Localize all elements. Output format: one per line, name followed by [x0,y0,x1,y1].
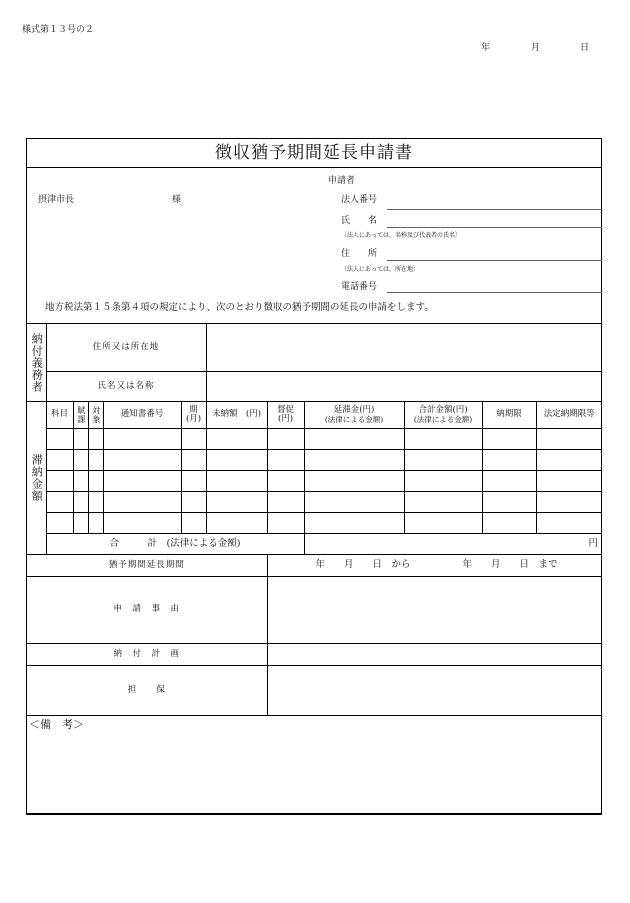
taxpayer-section-label: 納付義務者 [27,324,46,402]
taxpayer-name-field[interactable] [206,372,602,402]
extension-period-field[interactable] [267,555,602,577]
table-row[interactable] [27,429,602,450]
application-form [26,138,602,815]
statement: 地方税法第１５条第４項の規定により、次のとおり徴収の猶予期間の延長の申請をします。 [45,302,434,313]
remarks-label: ＜備 考＞ [29,718,84,731]
reason-field[interactable] [267,577,602,644]
form-number: 様式第１３号の２ [22,25,95,35]
col-legal-due: 法定納期限等 [536,402,602,429]
col-late-fee: 延滞金(円) (法律による金額) [304,402,404,429]
table-row[interactable] [27,450,602,471]
col-dunning: 督促 (円) [267,402,304,429]
date-month-label: 月 [531,43,541,53]
form-table [27,323,602,814]
applicant-label: 申請者 [328,176,356,186]
col-total: 合計金額(円) (法律による金額) [404,402,482,429]
extension-period-label: 猶予期間延長期間 [27,555,267,577]
arrears-total-value[interactable] [304,534,602,555]
remarks-area[interactable] [27,716,602,814]
col-fuka: 賦課 [73,402,88,429]
table-row[interactable] [27,492,602,513]
reason-label: 申 請 事 由 [27,577,267,644]
col-kamoku: 科目 [46,402,73,429]
taxpayer-address-field[interactable] [206,324,602,372]
address-label: 住 所 [341,249,378,259]
arrears-total-label: 合 計 (法律による金額) [46,534,304,555]
recipient: 摂津市長 [38,195,75,205]
col-due-date: 納期限 [482,402,536,429]
col-notice-number: 通知書番号 [103,402,181,429]
total-unit: 円 [588,537,599,549]
payment-plan-field[interactable] [267,644,602,666]
date-year-label: 年 [481,43,491,53]
date-day-label: 日 [580,43,590,53]
honorific: 様 [172,195,182,205]
phone-label: 電話番号 [341,282,378,292]
taxpayer-name-label: 氏名又は名称 [46,372,206,402]
payment-plan-label: 納 付 計 画 [27,644,267,666]
taxpayer-address-label: 住所又は所在地 [46,324,206,372]
corp-number-label: 法人番号 [341,195,378,205]
col-unpaid: 未納額 (円) [206,402,267,429]
phone-field[interactable] [387,292,602,293]
address-note: 〔法人にあっては、所在地〕 [341,266,419,273]
extension-from: 年 月 日 から [315,559,411,571]
table-row[interactable] [27,471,602,492]
corp-number-field[interactable] [387,209,602,210]
name-note: 〔法人にあっては、名称及び代表者の氏名〕 [341,232,461,239]
collateral-label: 担 保 [27,666,267,716]
address-field[interactable] [387,260,602,261]
name-field[interactable] [387,227,602,228]
table-row[interactable] [27,513,602,534]
form-title: 徴収猶予期間延長申請書 [27,139,601,168]
collateral-field[interactable] [267,666,602,716]
extension-to: 年 月 日 まで [462,559,558,571]
arrears-section-label: 滞納金額 [27,402,46,555]
col-taisho: 対象 [88,402,103,429]
name-label: 氏 名 [341,216,378,226]
col-period: 期 (月) [181,402,206,429]
